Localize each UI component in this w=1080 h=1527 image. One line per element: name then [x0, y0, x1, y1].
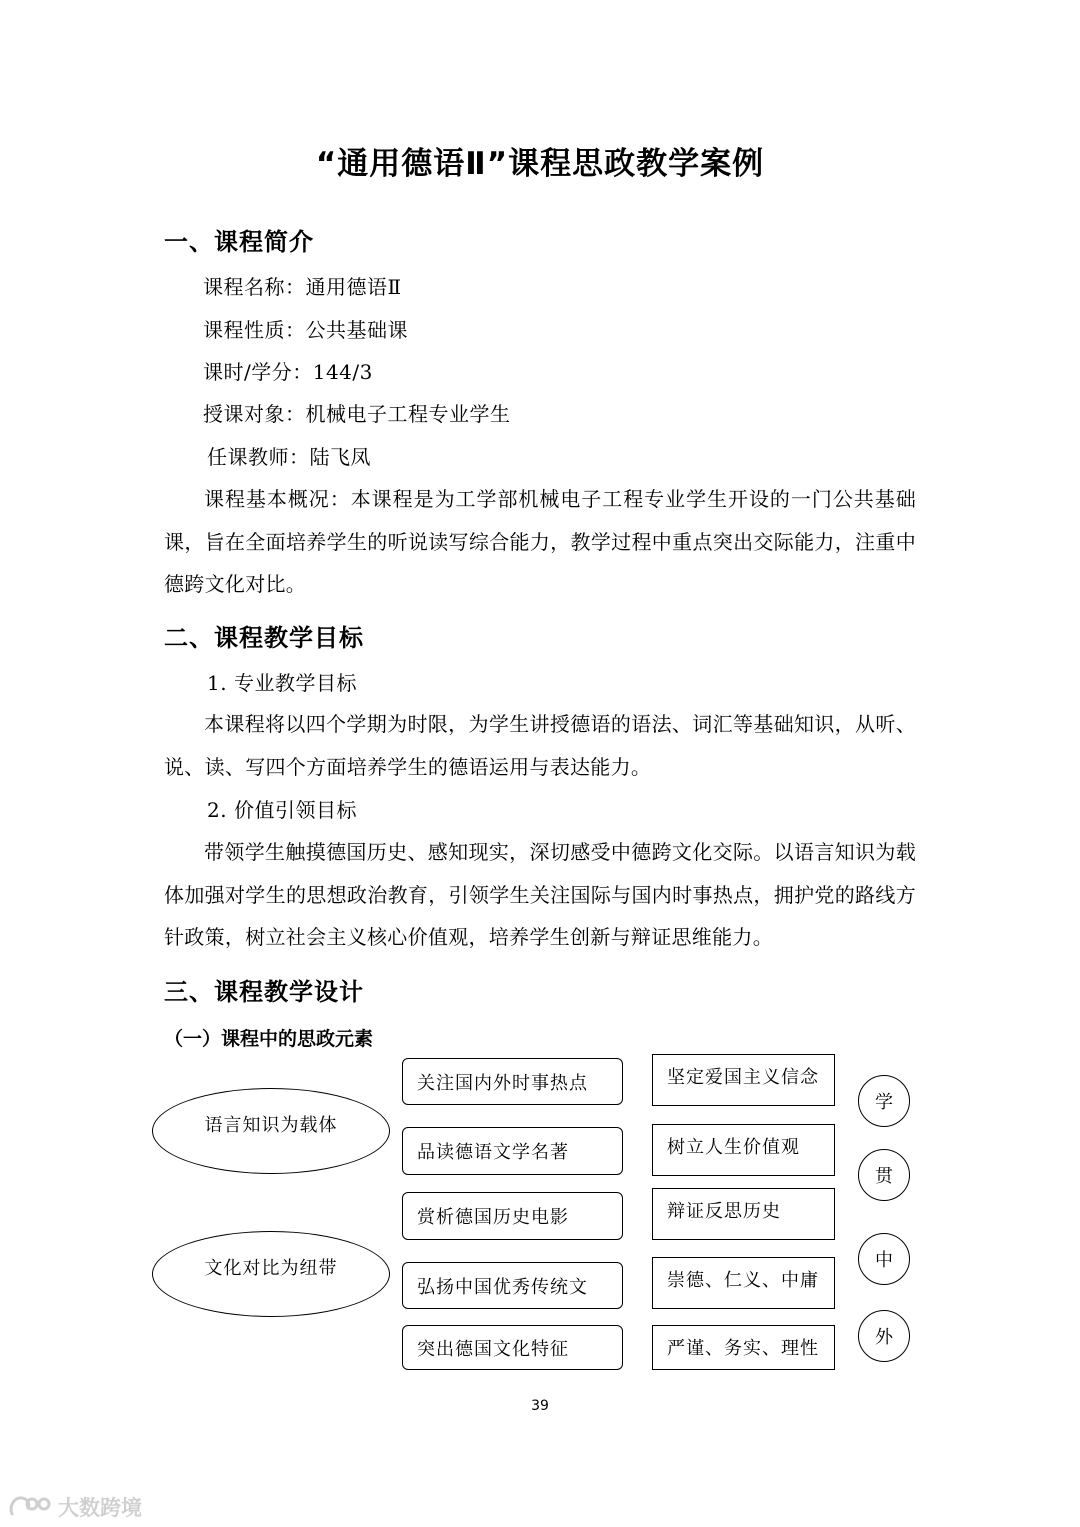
circle-char: 外: [858, 1310, 910, 1362]
goal1-text: 本课程将以四个学期为时限，为学生讲授德语的语法、词汇等基础知识，从听、说、读、写四个方面培养学生的德语运用与表达能力。: [164, 712, 916, 779]
watermark-logo-icon: [8, 1494, 52, 1520]
circle-char: 中: [858, 1233, 910, 1285]
value-box: 辩证反思历史: [652, 1188, 835, 1240]
goal1-title: 1. 专业教学目标: [207, 671, 357, 695]
page-number: 39: [531, 1398, 549, 1414]
ellipse-language-carrier: 语言知识为载体: [152, 1088, 390, 1174]
value-box: 严谨、务实、理性: [652, 1325, 835, 1370]
course-target: 授课对象：机械电子工程专业学生: [203, 402, 511, 426]
value-box: 崇德、仁义、中庸: [652, 1257, 835, 1309]
activity-box: 突出德国文化特征: [402, 1325, 623, 1370]
activity-box: 弘扬中国优秀传统文: [402, 1262, 623, 1309]
goal2-text: 带领学生触摸德国历史、感知现实，深切感受中德跨文化交际。以语言知识为载体加强对学生的思想政治教育，引领学生关注国际与国内时事热点，拥护党的路线方针政策，树立社会主义核心价值观，培养学生创新与辩证思维能力。: [164, 840, 916, 949]
watermark-text: 大数跨境: [58, 1496, 142, 1520]
activity-box: 关注国内外时事热点: [402, 1058, 623, 1105]
subsection-heading: （一）课程中的思政元素: [164, 1028, 374, 1050]
circle-char: 学: [858, 1075, 910, 1127]
course-hours: 课时/学分：144/3: [203, 360, 373, 384]
ellipse-culture-bond: 文化对比为纽带: [152, 1231, 390, 1317]
section-heading-intro: 一、课程简介: [164, 228, 314, 256]
section-heading-design: 三、课程教学设计: [164, 978, 364, 1006]
value-box: 树立人生价值观: [652, 1124, 835, 1176]
document-title: “通用德语Ⅱ”课程思政教学案例: [315, 146, 765, 182]
course-nature: 课程性质：公共基础课: [203, 318, 408, 342]
section-heading-goals: 二、课程教学目标: [164, 624, 364, 652]
circle-char: 贯: [858, 1149, 910, 1201]
activity-box: 赏析德国历史电影: [402, 1192, 623, 1240]
value-box: 坚定爱国主义信念: [652, 1054, 835, 1106]
course-name: 课程名称：通用德语Ⅱ: [203, 275, 402, 299]
course-teacher: 任课教师：陆飞凤: [207, 445, 371, 469]
goal2-title: 2. 价值引领目标: [207, 798, 357, 822]
watermark: [8, 1492, 142, 1522]
course-overview: 课程基本概况：本课程是为工学部机械电子工程专业学生开设的一门公共基础课，旨在全面培养学生的听说读写综合能力，教学过程中重点突出交际能力，注重中德跨文化对比。: [164, 487, 916, 596]
activity-box: 品读德语文学名著: [402, 1127, 623, 1175]
